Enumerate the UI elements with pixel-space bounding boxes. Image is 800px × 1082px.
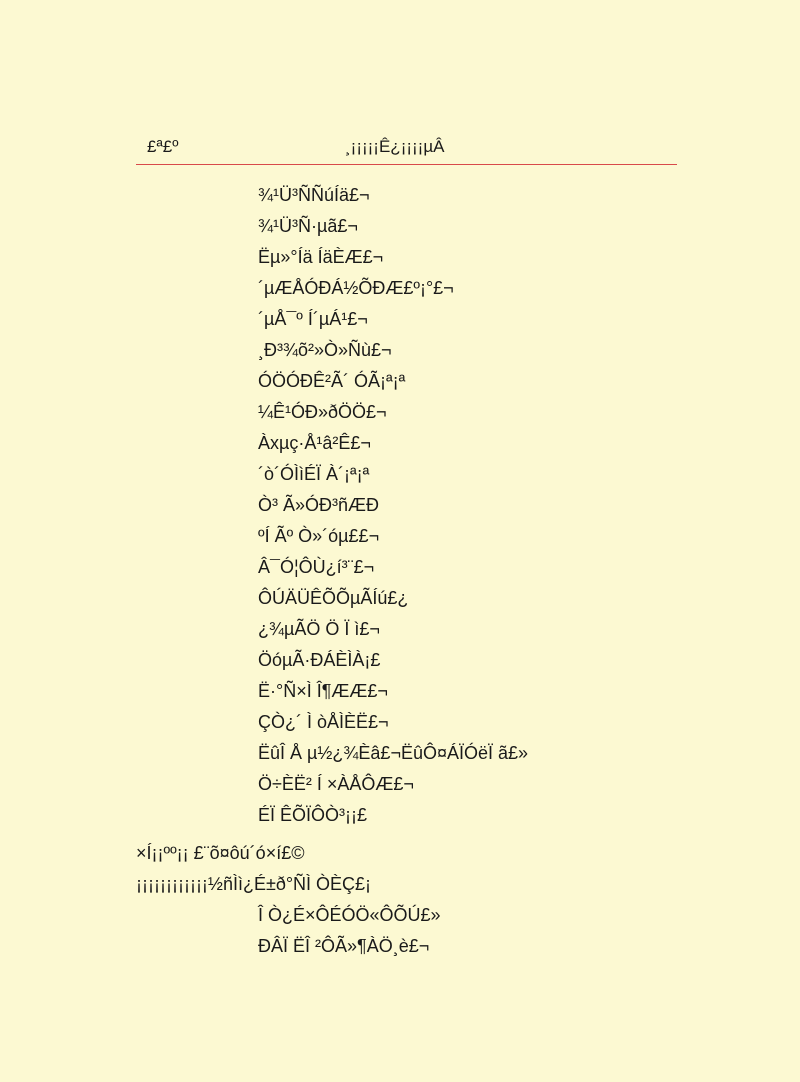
- verse-line: Ö÷ÈË² Í ×ÀÅÔÆ£¬: [258, 774, 414, 794]
- verse-line: ¼Ê¹ÓÐ»ðÖÖ£¬: [258, 402, 387, 422]
- verse-line: ºÍ Ãº Ò»´óµ££¬: [258, 526, 380, 546]
- verse-line: ´ò´ÓÌìÉÏ À´¡ª¡ª: [258, 464, 370, 484]
- verse-line: ÓÖÓÐÊ²Ã´ ÓÃ¡ª¡ª: [258, 371, 406, 391]
- verse-line: Ò³ Ã»ÓÐ³ñÆÐ: [258, 495, 380, 515]
- verse-line: Â¯Ó¦ÔÙ¿í³¨£¬: [258, 557, 375, 577]
- verse-line: ´µÅ¯º Í´µÁ¹£¬: [258, 309, 368, 329]
- verse-line: ÖóµÃ·ÐÁÈÌÀ¡£: [258, 650, 381, 670]
- verse-line: ËûÎ Å µ½¿¾Èâ£¬ËûÔ¤ÁÏÓëÏ ã£»: [258, 743, 529, 763]
- verse-line: ¾¹Ü³Ñ·µã£¬: [258, 216, 358, 236]
- verse-line: ¾¹Ü³ÑÑúÍä£¬: [258, 185, 370, 205]
- verse-line: Î Ò¿É×ÔÉÓÖ«ÔÕÚ£»: [258, 905, 441, 925]
- verse-tail: [258, 900, 441, 962]
- verse-line: Ëµ»°Íä ÍäÈÆ£¬: [258, 247, 384, 267]
- header-divider: [136, 164, 677, 165]
- stage-direction-line: ¡¡¡¡¡¡¡¡¡¡¡¡½ñÌì¿É±ð°ÑÌ ÒÈÇ£¡: [136, 874, 372, 894]
- verse-line: ÔÚÄÜÊÕÕµÃÍú£¿: [258, 588, 409, 608]
- verse-line: ´µÆÅÓÐÁ½ÕÐÆ£º¡°£¬: [258, 278, 454, 298]
- verse-line: Ë·°Ñ×Ì Î¶ÆÆ£¬: [258, 681, 388, 701]
- verse-line: Àxµç·Å¹â²Ê£¬: [258, 433, 371, 453]
- verse-line: ÉÏ ÊÕÏÔÒ³¡¡£: [258, 805, 368, 825]
- verse-line: ÇÒ¿´ Ì òÅÌÈË£¬: [258, 712, 389, 732]
- verse-body: [258, 180, 528, 831]
- verse-line: ¸Ð³¾õ²»Ò»Ñù£¬: [258, 340, 392, 360]
- header-left-label: £ª£º: [147, 137, 179, 156]
- verse-line: ÐÂÏ ËÎ ²ÔÃ»¶ÀÖ¸è£¬: [258, 936, 430, 956]
- header-title: ¸¡¡¡¡¡Ê¿¡¡¡¡µÂ: [345, 137, 445, 156]
- stage-direction-line: ×Í¡¡ºº¡¡ £¨õ¤ôú´ó×í£©: [136, 843, 305, 863]
- verse-line: ¿¾µÃÖ Ö Ï ì£¬: [258, 619, 380, 639]
